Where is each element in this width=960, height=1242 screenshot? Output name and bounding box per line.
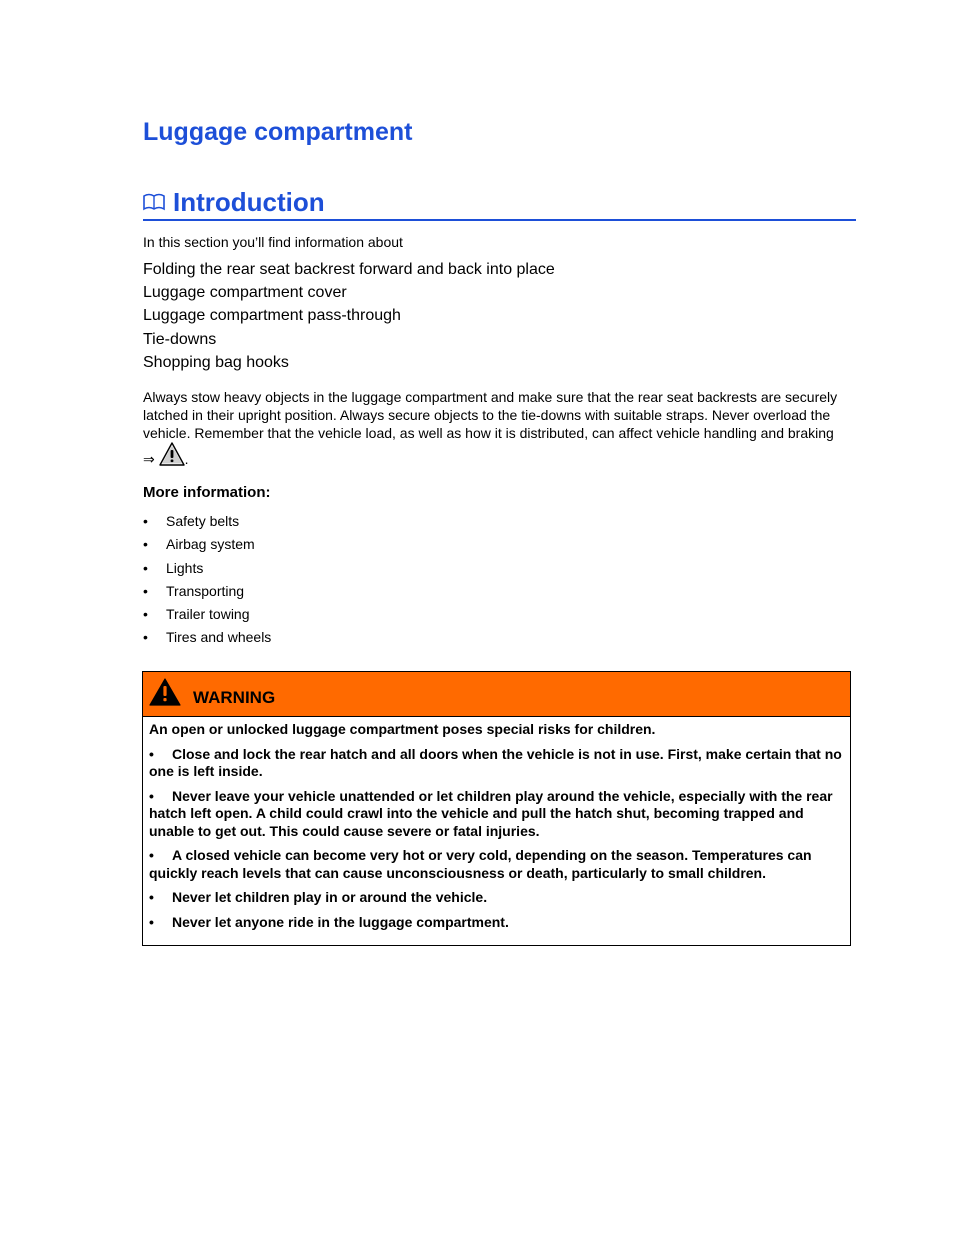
list-item bbox=[143, 535, 271, 558]
book-icon bbox=[143, 193, 165, 211]
warning-item-text: A closed vehicle can become very hot or very cold, depending on the season. Temperatures can quickly reach levels that can cause unconsciousness or death, particularly to small children. bbox=[149, 847, 812, 881]
bullet: • bbox=[143, 629, 148, 646]
warning-item bbox=[149, 847, 844, 882]
list-item-label: Safety belts bbox=[166, 513, 240, 529]
intro-line: In this section you’ll find information about bbox=[143, 234, 403, 250]
warning-item bbox=[149, 746, 844, 781]
bullet: • bbox=[143, 559, 148, 576]
warning-item bbox=[149, 914, 844, 932]
body-paragraph-end: . bbox=[184, 451, 189, 467]
bullet: • bbox=[149, 913, 154, 930]
warning-item bbox=[149, 788, 844, 841]
warning-item-text: Never let children play in or around the vehicle. bbox=[172, 889, 488, 905]
warning-triangle-icon bbox=[159, 442, 185, 466]
list-item-label: Transporting bbox=[166, 582, 245, 599]
topic-item: Tie-downs bbox=[143, 330, 217, 348]
list-item bbox=[143, 628, 271, 651]
list-item-label: Tires and wheels bbox=[166, 629, 272, 646]
bullet: • bbox=[143, 606, 148, 623]
list-item-label: Airbag system bbox=[166, 536, 255, 553]
warning-item bbox=[149, 889, 844, 907]
section-title: Introduction bbox=[173, 187, 325, 217]
warning-label: WARNING bbox=[193, 688, 276, 707]
topic-list bbox=[143, 259, 555, 375]
list-item-label: Lights bbox=[166, 559, 204, 576]
topic-item: Shopping bag hooks bbox=[143, 353, 289, 371]
warning-item-text: Never let anyone ride in the luggage compartment. bbox=[172, 913, 509, 930]
bullet: • bbox=[149, 889, 154, 905]
bullet: • bbox=[149, 847, 154, 863]
warning-box bbox=[142, 671, 851, 946]
body-paragraph-text: Always stow heavy objects in the luggage compartment and make sure that the rear seat backrests are securely latched in their upright position. Always secure objects to the tie-downs with suitable straps. Never overload the vehicle. Remember that the vehicle load, as well as how it is distributed, can affect vehicle handling and braking ⇒ bbox=[143, 389, 838, 467]
bullet: • bbox=[143, 582, 148, 599]
list-item bbox=[143, 559, 271, 582]
topic-item: Luggage compartment cover bbox=[143, 284, 347, 302]
warning-item-text: Never leave your vehicle unattended or let children play around the vehicle, especially with the rear hatch left open. A child could crawl into the vehicle and pull the hatch shut, becoming trapped and unable to get out. This could cause severe or fatal injuries. bbox=[149, 787, 833, 839]
topic-item: Luggage compartment pass-through bbox=[143, 307, 401, 325]
warning-header bbox=[143, 672, 850, 717]
warning-triangle-icon bbox=[149, 678, 181, 706]
list-item-label: Trailer towing bbox=[166, 606, 250, 623]
more-information-list bbox=[143, 512, 271, 652]
warning-lead: An open or unlocked luggage compartment poses special risks for children. bbox=[149, 721, 656, 737]
bullet: • bbox=[149, 745, 154, 762]
warning-item-text: Close and lock the rear hatch and all doors when the vehicle is not in use. First, make certain that no one is left inside. bbox=[149, 745, 842, 779]
warning-body bbox=[143, 717, 850, 931]
body-paragraph bbox=[143, 388, 843, 468]
list-item bbox=[143, 605, 271, 628]
section-header bbox=[143, 183, 856, 221]
bullet: • bbox=[149, 787, 154, 804]
list-item bbox=[143, 582, 271, 605]
topic-item: Folding the rear seat backrest forward and back into place bbox=[143, 261, 555, 278]
bullet: • bbox=[143, 513, 148, 529]
list-item bbox=[143, 512, 271, 535]
bullet: • bbox=[143, 536, 148, 553]
more-information-title: More information: bbox=[143, 484, 271, 501]
page-title: Luggage compartment bbox=[143, 118, 413, 146]
